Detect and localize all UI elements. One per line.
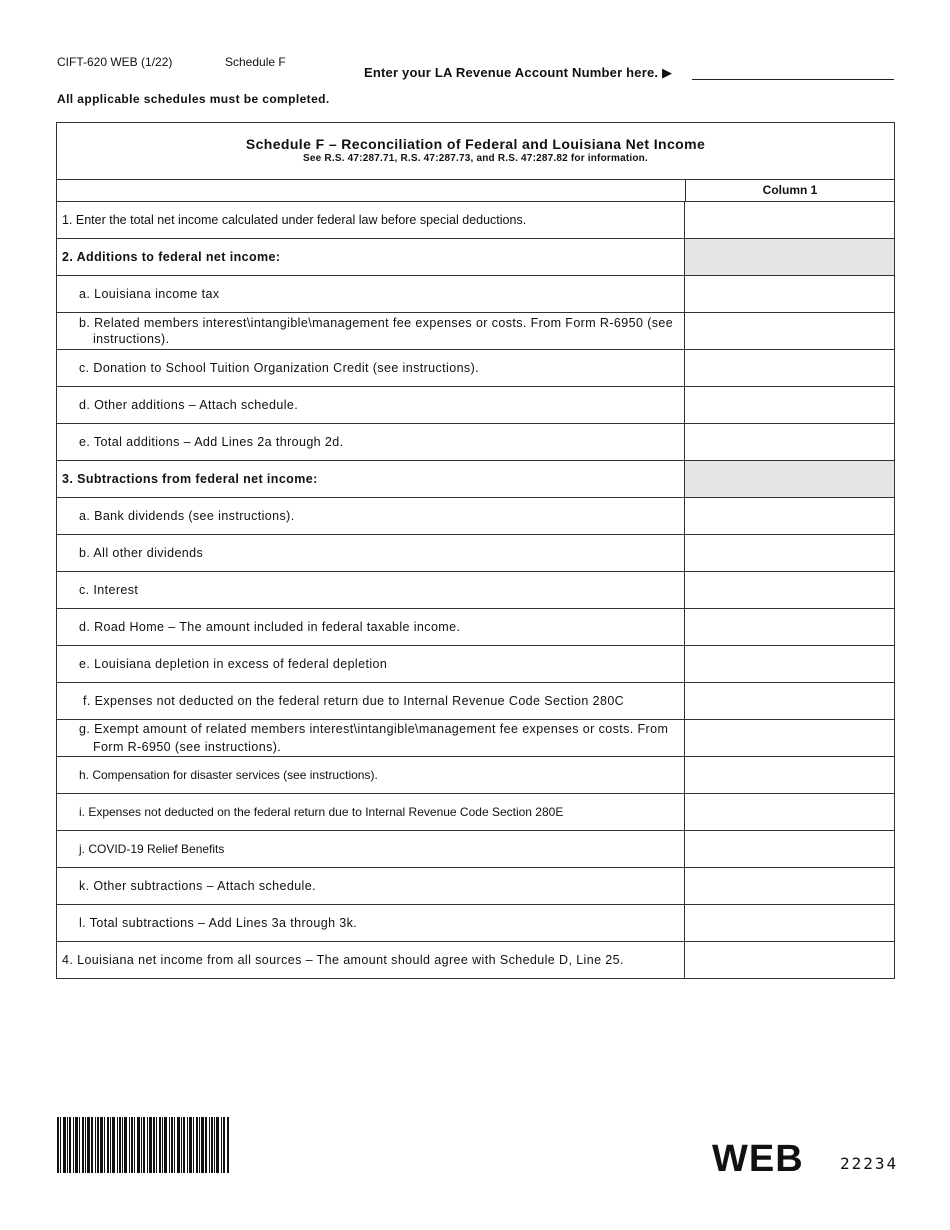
line-3l-row [57, 905, 894, 942]
form-title-block [57, 123, 894, 180]
line-3g-row [57, 720, 894, 757]
line-2d-amount-field[interactable] [685, 387, 894, 423]
line-3d-label: d. Road Home – The amount included in federal taxable income. [57, 609, 685, 645]
web-mark: WEB [712, 1138, 804, 1180]
line-2c-row [57, 350, 894, 387]
line-3l-amount-field[interactable] [685, 905, 894, 941]
line-4-amount-field[interactable] [685, 942, 894, 978]
line-1-amount-field[interactable] [685, 202, 894, 238]
form-id: CIFT-620 WEB (1/22) [57, 55, 173, 69]
line-3f-row [57, 683, 894, 720]
schedule-f-form [56, 122, 895, 979]
line-2-shaded-cell [685, 239, 894, 275]
form-title: Schedule F – Reconciliation of Federal and Louisiana Net Income [245, 136, 706, 152]
line-3a-label: a. Bank dividends (see instructions). [57, 498, 685, 534]
line-2a-row [57, 276, 894, 313]
schedule-label: Schedule F [225, 55, 286, 69]
line-2-row [57, 239, 894, 276]
line-3b-amount-field[interactable] [685, 535, 894, 571]
line-2e-label: e. Total additions – Add Lines 2a through 2d. [57, 424, 685, 460]
line-3c-label: c. Interest [57, 572, 685, 608]
barcode-image [57, 1117, 229, 1173]
line-3h-amount-field[interactable] [685, 757, 894, 793]
line-4-label: 4. Louisiana net income from all sources – The amount should agree with Schedule D, Line 25. [57, 942, 685, 978]
line-3g-amount-field[interactable] [685, 720, 894, 756]
line-3e-label: e. Louisiana depletion in excess of federal depletion [57, 646, 685, 682]
line-2b-row [57, 313, 894, 350]
line-3d-amount-field[interactable] [685, 609, 894, 645]
column-1-header: Column 1 [762, 183, 818, 197]
line-2b-label: b. Related members interest\intangible\management fee expenses or costs. From Form R-6950 (see instructions). [79, 316, 674, 346]
account-number-prompt: Enter your LA Revenue Account Number here. ▶ [364, 65, 673, 80]
line-3f-amount-field[interactable] [685, 683, 894, 719]
line-4-row [57, 942, 894, 978]
applicable-schedules-note: All applicable schedules must be completed. [57, 92, 330, 106]
line-3b-row [57, 535, 894, 572]
line-2d-row [57, 387, 894, 424]
line-3a-amount-field[interactable] [685, 498, 894, 534]
line-3c-amount-field[interactable] [685, 572, 894, 608]
line-3j-label: j. COVID-19 Relief Benefits [57, 831, 685, 867]
line-3i-label: i. Expenses not deducted on the federal return due to Internal Revenue Code Section 280E [57, 794, 685, 830]
line-3g-label-cell [57, 720, 685, 756]
line-2a-amount-field[interactable] [685, 276, 894, 312]
line-3j-amount-field[interactable] [685, 831, 894, 867]
line-3h-row [57, 757, 894, 794]
line-3k-row [57, 868, 894, 905]
line-2c-label: c. Donation to School Tuition Organization Credit (see instructions). [57, 350, 685, 386]
line-3i-row [57, 794, 894, 831]
line-2e-amount-field[interactable] [685, 424, 894, 460]
line-3e-row [57, 646, 894, 683]
line-3g-label: g. Exempt amount of related members interest\intangible\management fee expenses or costs. From Form R-6950 (see instructions). [79, 722, 669, 754]
line-3h-label: h. Compensation for disaster services (see instructions). [57, 757, 685, 793]
line-3a-row [57, 498, 894, 535]
line-2c-amount-field[interactable] [685, 350, 894, 386]
line-2-label: 2. Additions to federal net income: [57, 239, 685, 275]
column-header-row [57, 180, 894, 202]
line-3j-row [57, 831, 894, 868]
account-number-input[interactable] [692, 79, 894, 80]
line-2b-amount-field[interactable] [685, 313, 894, 349]
line-3k-amount-field[interactable] [685, 868, 894, 904]
line-3b-label: b. All other dividends [57, 535, 685, 571]
line-3-row [57, 461, 894, 498]
line-2e-row [57, 424, 894, 461]
line-3i-amount-field[interactable] [685, 794, 894, 830]
line-3e-amount-field[interactable] [685, 646, 894, 682]
line-3f-label: f. Expenses not deducted on the federal return due to Internal Revenue Code Section 280C [57, 683, 685, 719]
line-2a-label: a. Louisiana income tax [57, 276, 685, 312]
line-2d-label: d. Other additions – Attach schedule. [57, 387, 685, 423]
line-1-label: 1. Enter the total net income calculated under federal law before special deductions. [57, 202, 685, 238]
line-3-label: 3. Subtractions from federal net income: [57, 461, 685, 497]
line-3c-row [57, 572, 894, 609]
line-2b-label-cell [57, 313, 685, 349]
line-3d-row [57, 609, 894, 646]
line-1-row [57, 202, 894, 239]
line-3k-label: k. Other subtractions – Attach schedule. [57, 868, 685, 904]
line-3-shaded-cell [685, 461, 894, 497]
line-3l-label: l. Total subtractions – Add Lines 3a through 3k. [57, 905, 685, 941]
form-code: 22234 [840, 1154, 899, 1173]
form-subtitle: See R.S. 47:287.71, R.S. 47:287.73, and R.S. 47:287.82 for information. [303, 153, 648, 164]
